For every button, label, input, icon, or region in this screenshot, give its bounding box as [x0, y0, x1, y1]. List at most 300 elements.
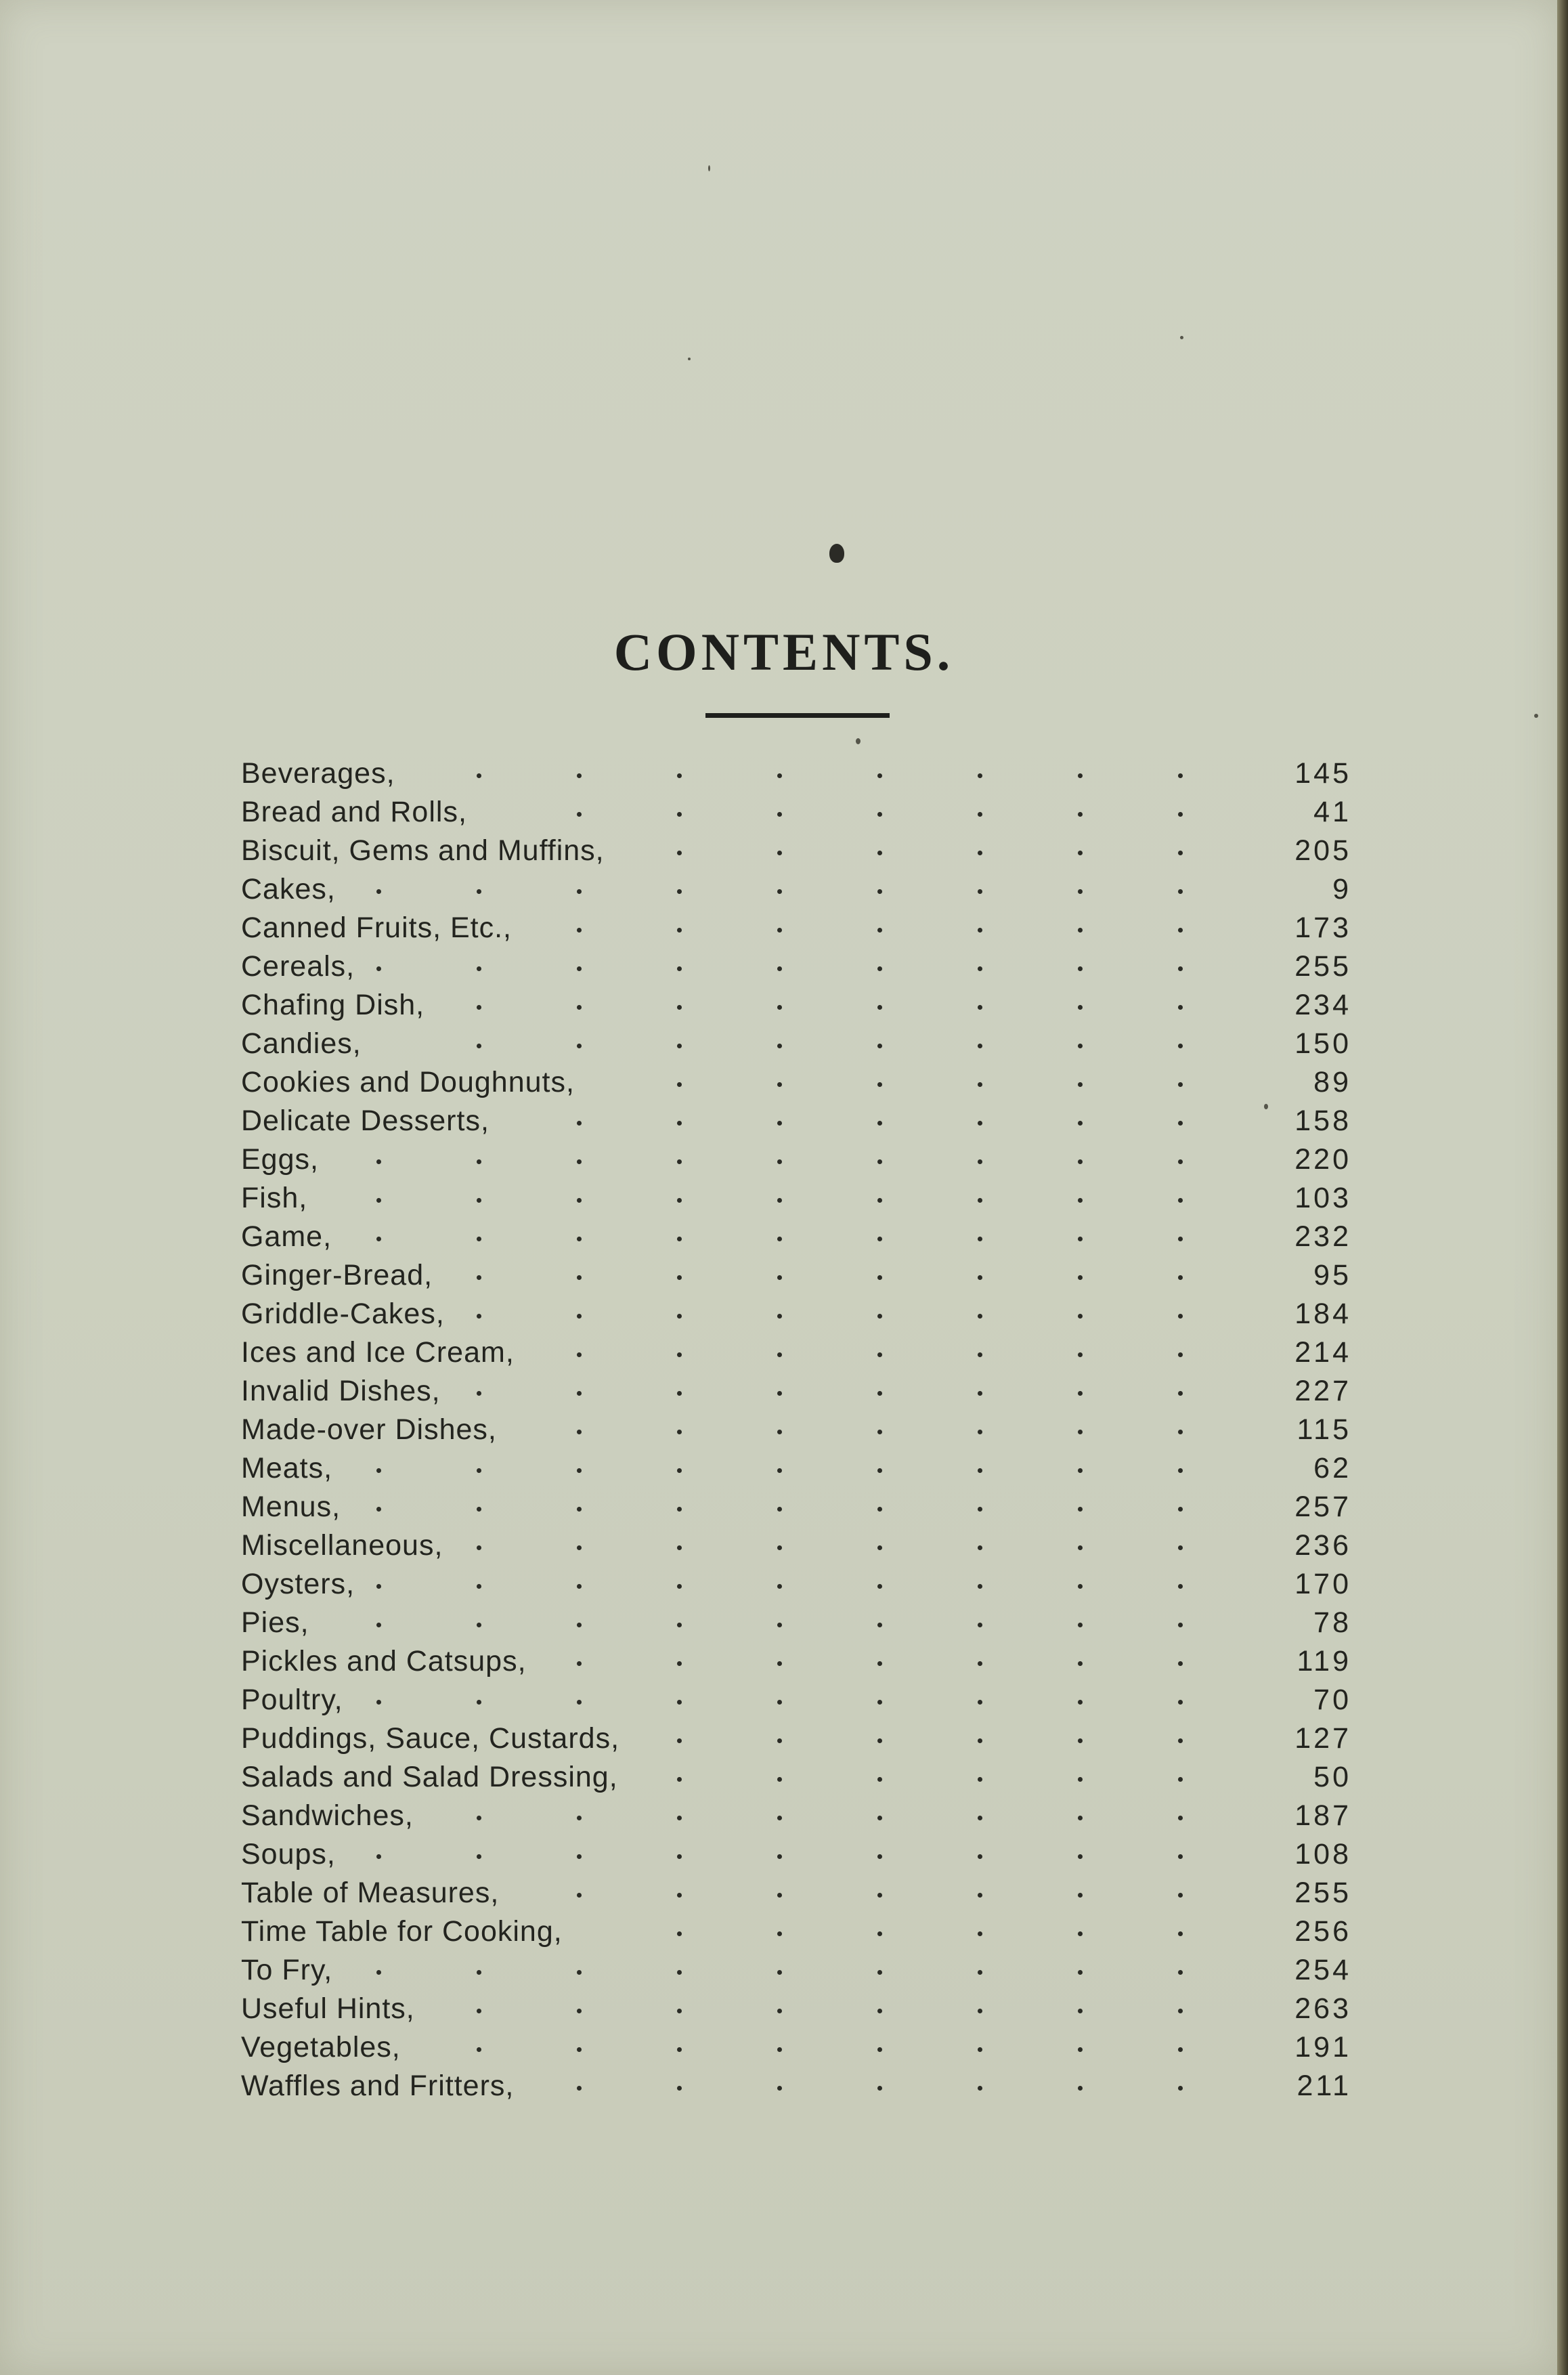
leader-dot: [1178, 1159, 1183, 1164]
leader-dot: [1178, 1584, 1183, 1589]
leader-dot: [376, 1700, 381, 1705]
toc-entry-page: 214: [1294, 1336, 1351, 1369]
leader-dot: [577, 1970, 582, 1975]
toc-entry: [241, 2028, 1351, 2067]
toc-entry: [241, 1681, 1351, 1719]
leader-dot: [777, 1005, 782, 1010]
leader-dot: [1078, 1700, 1083, 1705]
leader-dot: [978, 1121, 982, 1126]
toc-entry-label: Bread and Rolls,: [241, 796, 467, 828]
leader-dot: [1078, 1854, 1083, 1859]
toc-entry: [241, 1797, 1351, 1835]
toc-entry: [241, 1102, 1351, 1140]
toc-entry-page: 184: [1294, 1298, 1351, 1330]
leader-dot: [978, 1352, 982, 1357]
toc-entry: [241, 1604, 1351, 1642]
leader-dot: [677, 1970, 682, 1975]
ornament-mark: [829, 544, 844, 563]
toc-entry-label: Pies,: [241, 1606, 309, 1639]
toc-entry: [241, 1912, 1351, 1951]
toc-entry-label: Cereals,: [241, 950, 355, 983]
leader-dot: [1078, 1507, 1083, 1512]
leader-dot: [978, 1893, 982, 1898]
leader-dot: [777, 1314, 782, 1319]
leader-dot: [477, 1391, 481, 1396]
toc-entry-page: 78: [1313, 1606, 1351, 1639]
leader-dot: [777, 1545, 782, 1550]
toc-entry-label: Candies,: [241, 1027, 362, 1060]
leader-dot: [1178, 1970, 1183, 1975]
leader-dot: [877, 1121, 882, 1126]
leader-dot: [1078, 2086, 1083, 2091]
leader-dot: [677, 1198, 682, 1203]
toc-entry-label: Waffles and Fritters,: [241, 2070, 515, 2102]
leader-dot: [777, 1198, 782, 1203]
leader-dot: [978, 1275, 982, 1280]
leader-dot: [777, 1044, 782, 1048]
leader-dot: [1178, 1352, 1183, 1357]
toc-entry-page: 256: [1294, 1915, 1351, 1948]
leader-dot: [1078, 2009, 1083, 2013]
leader-dot: [978, 1931, 982, 1936]
toc-entry-page: 150: [1294, 1027, 1351, 1060]
toc-entry-page: 220: [1294, 1143, 1351, 1176]
leader-dot: [777, 1700, 782, 1705]
leader-dot: [477, 1545, 481, 1550]
leader-dot: [1178, 1198, 1183, 1203]
leader-dot: [877, 1623, 882, 1627]
leader-dot: [477, 1584, 481, 1589]
toc-entry: [241, 793, 1351, 832]
leader-dot: [978, 1970, 982, 1975]
leader-dot: [978, 2009, 982, 2013]
toc-entry-page: 236: [1294, 1529, 1351, 1562]
leader-dot: [577, 1275, 582, 1280]
leader-dot: [777, 1391, 782, 1396]
page-title: CONTENTS.: [613, 622, 955, 681]
dot-leader: [241, 1577, 1202, 1593]
toc-entry-label: Griddle-Cakes,: [241, 1298, 445, 1330]
leader-dot: [777, 1430, 782, 1434]
leader-dot: [1078, 1275, 1083, 1280]
toc-entry: [241, 2067, 1351, 2105]
leader-dot: [1178, 928, 1183, 933]
leader-dot: [1178, 1275, 1183, 1280]
toc-entry-label: Delicate Desserts,: [241, 1105, 489, 1137]
leader-dot: [577, 1468, 582, 1473]
leader-dot: [577, 812, 582, 817]
leader-dot: [1178, 773, 1183, 778]
toc-entry-page: 115: [1297, 1413, 1351, 1446]
leader-dot: [1178, 2086, 1183, 2091]
toc-entry-label: Made-over Dishes,: [241, 1413, 497, 1446]
leader-dot: [877, 1314, 882, 1319]
leader-dot: [1178, 1468, 1183, 1473]
toc-entry-label: Useful Hints,: [241, 1992, 415, 2025]
leader-dot: [477, 773, 481, 778]
leader-dot: [677, 1507, 682, 1512]
leader-dot: [1078, 1314, 1083, 1319]
toc-entry-label: Ices and Ice Cream,: [241, 1336, 515, 1369]
leader-dot: [877, 851, 882, 855]
leader-dot: [677, 1121, 682, 1126]
leader-dot: [877, 1430, 882, 1434]
toc-entry: [241, 1140, 1351, 1179]
leader-dot: [1178, 1738, 1183, 1743]
leader-dot: [477, 1005, 481, 1010]
leader-dot: [477, 1314, 481, 1319]
leader-dot: [1078, 1584, 1083, 1589]
leader-dot: [1078, 1623, 1083, 1627]
leader-dot: [477, 1044, 481, 1048]
leader-dot: [1078, 1198, 1083, 1203]
leader-dot: [477, 1159, 481, 1164]
paper-speck: [708, 165, 710, 171]
leader-dot: [677, 1275, 682, 1280]
leader-dot: [877, 1700, 882, 1705]
leader-dot: [1078, 889, 1083, 894]
leader-dot: [978, 928, 982, 933]
leader-dot: [877, 1159, 882, 1164]
leader-dot: [677, 773, 682, 778]
leader-dot: [978, 812, 982, 817]
leader-dot: [376, 1507, 381, 1512]
leader-dot: [677, 966, 682, 971]
toc-entry: [241, 1449, 1351, 1488]
leader-dot: [777, 1082, 782, 1087]
toc-entry-label: Table of Measures,: [241, 1877, 500, 1909]
leader-dot: [978, 1391, 982, 1396]
toc-entry-page: 9: [1332, 873, 1351, 905]
leader-dot: [677, 1352, 682, 1357]
leader-dot: [677, 928, 682, 933]
toc-entry: [241, 909, 1351, 947]
leader-dot: [877, 1391, 882, 1396]
toc-entry-page: 255: [1294, 1877, 1351, 1909]
toc-entry-label: Chafing Dish,: [241, 989, 425, 1021]
leader-dot: [978, 966, 982, 971]
toc-entry: [241, 1333, 1351, 1372]
leader-dot: [877, 1584, 882, 1589]
leader-dot: [577, 1352, 582, 1357]
dot-leader: [241, 1616, 1202, 1632]
leader-dot: [877, 889, 882, 894]
leader-dot: [777, 2086, 782, 2091]
toc-entry-page: 254: [1294, 1954, 1351, 1986]
toc-entry: [241, 1295, 1351, 1333]
leader-dot: [376, 1854, 381, 1859]
leader-dot: [877, 1661, 882, 1666]
leader-dot: [978, 1314, 982, 1319]
toc-entry-label: Salads and Salad Dressing,: [241, 1761, 618, 1793]
toc-entry-label: Menus,: [241, 1491, 341, 1523]
leader-dot: [777, 1623, 782, 1627]
toc-entry-label: Meats,: [241, 1452, 333, 1484]
leader-dot: [1178, 1314, 1183, 1319]
dot-leader: [241, 882, 1202, 899]
toc-entry-page: 108: [1294, 1838, 1351, 1870]
dot-leader: [241, 1963, 1202, 1980]
leader-dot: [1178, 1816, 1183, 1820]
leader-dot: [677, 1931, 682, 1936]
toc-entry: [241, 1565, 1351, 1604]
leader-dot: [777, 1159, 782, 1164]
toc-entry: [241, 1990, 1351, 2028]
leader-dot: [777, 1970, 782, 1975]
leader-dot: [677, 889, 682, 894]
leader-dot: [477, 1468, 481, 1473]
toc-entry: [241, 1951, 1351, 1990]
leader-dot: [777, 1468, 782, 1473]
leader-dot: [877, 2047, 882, 2052]
leader-dot: [978, 1237, 982, 1241]
leader-dot: [577, 1545, 582, 1550]
leader-dot: [978, 1700, 982, 1705]
leader-dot: [577, 1661, 582, 1666]
toc-entry-label: Game,: [241, 1220, 332, 1253]
leader-dot: [1078, 1237, 1083, 1241]
leader-dot: [677, 1237, 682, 1241]
leader-dot: [978, 1738, 982, 1743]
toc-entry-page: 227: [1294, 1375, 1351, 1407]
paper-speck: [1534, 714, 1538, 718]
leader-dot: [978, 1816, 982, 1820]
leader-dot: [877, 1893, 882, 1898]
leader-dot: [777, 1816, 782, 1820]
toc-entry-page: 255: [1294, 950, 1351, 983]
leader-dot: [877, 1082, 882, 1087]
leader-dot: [677, 1082, 682, 1087]
toc-entry-page: 232: [1294, 1220, 1351, 1253]
leader-dot: [577, 889, 582, 894]
leader-dot: [577, 1044, 582, 1048]
leader-dot: [577, 1507, 582, 1512]
leader-dot: [577, 928, 582, 933]
toc-entry: [241, 1488, 1351, 1526]
toc-entry-label: Biscuit, Gems and Muffins,: [241, 834, 605, 867]
leader-dot: [1178, 2009, 1183, 2013]
leader-dot: [877, 2086, 882, 2091]
leader-dot: [978, 1545, 982, 1550]
leader-dot: [1078, 1391, 1083, 1396]
toc-entry: [241, 1719, 1351, 1758]
leader-dot: [477, 1198, 481, 1203]
leader-dot: [577, 1430, 582, 1434]
leader-dot: [677, 851, 682, 855]
leader-dot: [877, 1237, 882, 1241]
paper-speck: [856, 738, 861, 744]
leader-dot: [477, 1237, 481, 1241]
leader-dot: [477, 1623, 481, 1627]
toc-entry: [241, 1526, 1351, 1565]
leader-dot: [1178, 1391, 1183, 1396]
leader-dot: [477, 1507, 481, 1512]
leader-dot: [777, 889, 782, 894]
toc-entry-label: Time Table for Cooking,: [241, 1915, 563, 1948]
leader-dot: [1178, 889, 1183, 894]
leader-dot: [978, 1584, 982, 1589]
leader-dot: [978, 1468, 982, 1473]
toc-entry-page: 211: [1297, 2070, 1351, 2102]
toc-entry: [241, 1642, 1351, 1681]
title-rule: [705, 713, 890, 718]
dot-leader: [241, 1191, 1202, 1207]
leader-dot: [1078, 1044, 1083, 1048]
toc-entry-page: 119: [1297, 1645, 1351, 1677]
dot-leader: [241, 1693, 1202, 1709]
leader-dot: [577, 1700, 582, 1705]
leader-dot: [978, 1082, 982, 1087]
toc-entry-page: 170: [1294, 1568, 1351, 1600]
dot-leader: [241, 960, 1202, 976]
toc-entry-page: 187: [1294, 1799, 1351, 1832]
leader-dot: [376, 1237, 381, 1241]
leader-dot: [777, 851, 782, 855]
dot-leader: [241, 1461, 1202, 1478]
leader-dot: [877, 773, 882, 778]
leader-dot: [1178, 1121, 1183, 1126]
toc-entry: [241, 986, 1351, 1025]
leader-dot: [1178, 2047, 1183, 2052]
leader-dot: [877, 1931, 882, 1936]
leader-dot: [677, 1623, 682, 1627]
dot-leader: [241, 1037, 1202, 1053]
leader-dot: [877, 1005, 882, 1010]
toc-entry-page: 234: [1294, 989, 1351, 1021]
leader-dot: [577, 1005, 582, 1010]
leader-dot: [577, 1893, 582, 1898]
leader-dot: [877, 1777, 882, 1782]
leader-dot: [1078, 1352, 1083, 1357]
toc-entry: [241, 754, 1351, 793]
leader-dot: [1178, 1893, 1183, 1898]
leader-dot: [1178, 1430, 1183, 1434]
leader-dot: [677, 1816, 682, 1820]
leader-dot: [577, 2047, 582, 2052]
leader-dot: [777, 1584, 782, 1589]
leader-dot: [1078, 1430, 1083, 1434]
toc-entry: [241, 947, 1351, 986]
leader-dot: [376, 966, 381, 971]
leader-dot: [376, 1970, 381, 1975]
toc-entry-label: To Fry,: [241, 1954, 333, 1986]
toc-entry-label: Pickles and Catsups,: [241, 1645, 527, 1677]
page-edge-shadow: [1557, 0, 1568, 2375]
toc-entry-page: 103: [1294, 1182, 1351, 1214]
leader-dot: [1178, 1507, 1183, 1512]
toc-entry-label: Canned Fruits, Etc.,: [241, 912, 512, 944]
leader-dot: [777, 812, 782, 817]
leader-dot: [677, 1044, 682, 1048]
leader-dot: [877, 1468, 882, 1473]
leader-dot: [978, 1198, 982, 1203]
leader-dot: [677, 1314, 682, 1319]
toc-entry: [241, 1758, 1351, 1797]
toc-entry: [241, 1835, 1351, 1874]
toc-entry-label: Puddings, Sauce, Custards,: [241, 1722, 620, 1755]
leader-dot: [1178, 1931, 1183, 1936]
leader-dot: [677, 1584, 682, 1589]
leader-dot: [1178, 1005, 1183, 1010]
leader-dot: [577, 1623, 582, 1627]
leader-dot: [577, 1816, 582, 1820]
leader-dot: [978, 1044, 982, 1048]
leader-dot: [1078, 2047, 1083, 2052]
leader-dot: [1078, 1121, 1083, 1126]
toc-entry-page: 62: [1313, 1452, 1351, 1484]
leader-dot: [577, 1121, 582, 1126]
leader-dot: [1078, 1159, 1083, 1164]
leader-dot: [777, 1275, 782, 1280]
toc-entry-label: Miscellaneous,: [241, 1529, 443, 1562]
toc-entry-label: Ginger-Bread,: [241, 1259, 433, 1291]
leader-dot: [978, 1005, 982, 1010]
toc-entry-label: Vegetables,: [241, 2031, 401, 2063]
dot-leader: [241, 1153, 1202, 1169]
leader-dot: [877, 1507, 882, 1512]
toc-entry-page: 89: [1313, 1066, 1351, 1098]
toc-entry-page: 50: [1313, 1761, 1351, 1793]
toc-entry-page: 145: [1294, 757, 1351, 790]
leader-dot: [777, 1237, 782, 1241]
leader-dot: [677, 1854, 682, 1859]
toc-entry-label: Oysters,: [241, 1568, 355, 1600]
leader-dot: [978, 773, 982, 778]
leader-dot: [877, 1275, 882, 1280]
leader-dot: [677, 1700, 682, 1705]
leader-dot: [877, 1816, 882, 1820]
toc-entry: [241, 1256, 1351, 1295]
leader-dot: [1078, 1970, 1083, 1975]
leader-dot: [777, 1738, 782, 1743]
leader-dot: [777, 1352, 782, 1357]
leader-dot: [1078, 1545, 1083, 1550]
leader-dot: [877, 928, 882, 933]
leader-dot: [376, 1584, 381, 1589]
table-of-contents: [241, 754, 1351, 2105]
leader-dot: [376, 1159, 381, 1164]
leader-dot: [577, 1314, 582, 1319]
toc-entry-page: 257: [1294, 1491, 1351, 1523]
leader-dot: [978, 1661, 982, 1666]
toc-entry: [241, 1411, 1351, 1449]
leader-dot: [978, 1159, 982, 1164]
leader-dot: [877, 2009, 882, 2013]
dot-leader: [241, 1847, 1202, 1864]
leader-dot: [677, 1468, 682, 1473]
toc-entry-page: 158: [1294, 1105, 1351, 1137]
leader-dot: [1078, 851, 1083, 855]
leader-dot: [978, 2086, 982, 2091]
leader-dot: [777, 1854, 782, 1859]
leader-dot: [1178, 1237, 1183, 1241]
leader-dot: [777, 2009, 782, 2013]
leader-dot: [1178, 1545, 1183, 1550]
leader-dot: [677, 1893, 682, 1898]
leader-dot: [1078, 1931, 1083, 1936]
dot-leader: [241, 1500, 1202, 1516]
leader-dot: [577, 1391, 582, 1396]
toc-entry-page: 191: [1294, 2031, 1351, 2063]
toc-entry-label: Cakes,: [241, 873, 336, 905]
leader-dot: [1178, 812, 1183, 817]
toc-entry-page: 205: [1294, 834, 1351, 867]
leader-dot: [1178, 1623, 1183, 1627]
leader-dot: [1178, 1082, 1183, 1087]
toc-entry: [241, 1874, 1351, 1912]
leader-dot: [777, 1893, 782, 1898]
toc-entry-page: 263: [1294, 1992, 1351, 2025]
